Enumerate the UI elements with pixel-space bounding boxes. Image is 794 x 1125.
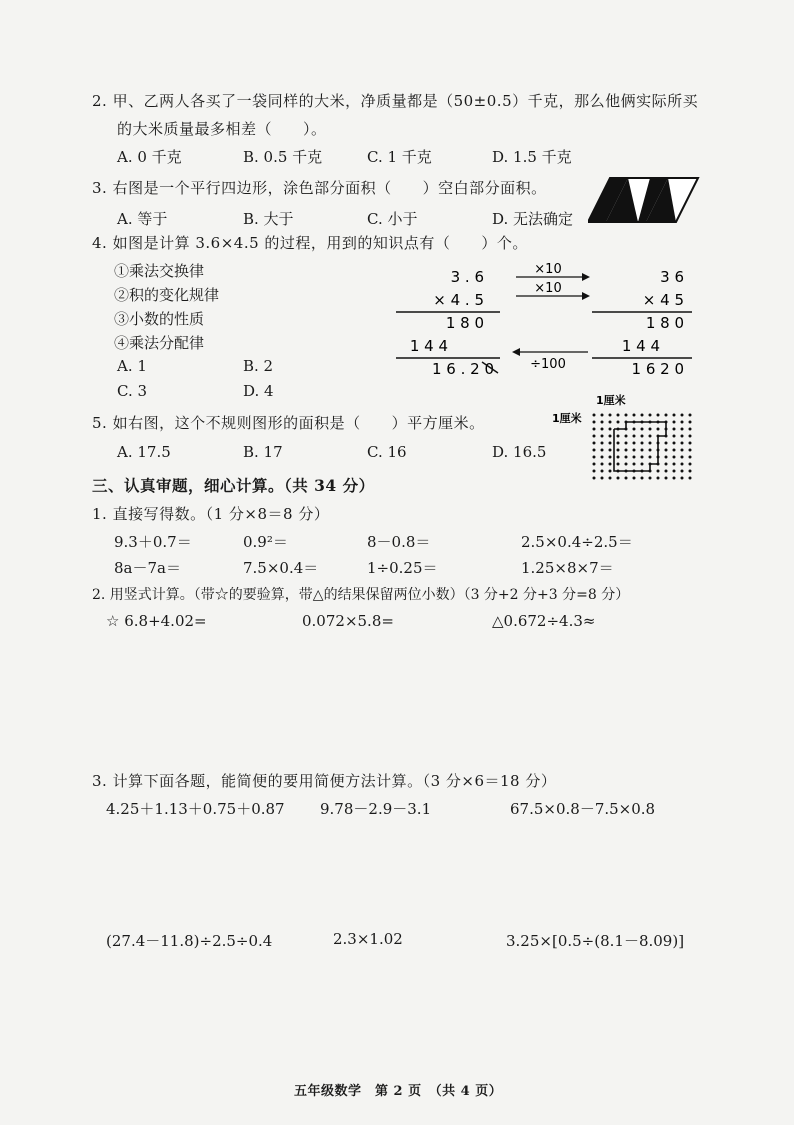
calc2-item-3: △0.672÷4.3≈	[492, 612, 596, 630]
grid-dot	[625, 435, 628, 438]
right-row-1: 3 6	[660, 268, 684, 286]
arrow1-label: ×10	[534, 262, 562, 277]
grid-dot	[625, 449, 628, 452]
grid-dot	[617, 449, 620, 452]
grid-label-left: 1厘米	[552, 412, 582, 425]
grid-dot	[673, 470, 676, 473]
grid-dot	[617, 477, 620, 480]
grid-dot	[617, 421, 620, 424]
grid-dot	[689, 421, 692, 424]
grid-dot	[689, 442, 692, 445]
right-row-2: × 4 5	[642, 291, 684, 309]
grid-dot	[617, 456, 620, 459]
grid-dot	[665, 463, 668, 466]
grid-dot	[689, 414, 692, 417]
grid-dot	[649, 449, 652, 452]
grid-dot	[633, 435, 636, 438]
grid-dot	[673, 428, 676, 431]
left-row-5: 1 6 . 2 0	[431, 360, 494, 374]
grid-dot	[593, 449, 596, 452]
calc1-item-7: 1÷0.25＝	[367, 559, 438, 577]
q4-number: 4.	[92, 234, 108, 252]
grid-dot	[673, 456, 676, 459]
grid-dot	[649, 456, 652, 459]
grid-dot	[673, 442, 676, 445]
grid-dot	[665, 477, 668, 480]
grid-dot	[601, 442, 604, 445]
grid-dot	[649, 442, 652, 445]
calc3-item-5: 2.3×1.02	[333, 930, 403, 948]
q3-text: 右图是一个平行四边形，涂色部分面积（ ）空白部分面积。	[112, 179, 547, 197]
right-row-5: 1 6 2 0	[631, 360, 684, 374]
calc1-item-3: 8－0.8＝	[367, 533, 431, 551]
grid-dot	[649, 428, 652, 431]
calc1-title: 1. 直接写得数。（1 分×8＝8 分）	[92, 505, 330, 523]
grid-dot	[609, 428, 612, 431]
q4-option-a: A. 1	[117, 357, 147, 375]
grid-dot	[649, 435, 652, 438]
grid-dot	[601, 421, 604, 424]
grid-dot	[641, 414, 644, 417]
q5-line	[92, 412, 485, 433]
grid-dot	[657, 414, 660, 417]
grid-dot	[681, 435, 684, 438]
q4-option-c: C. 3	[117, 382, 148, 400]
grid-dot	[617, 414, 620, 417]
calc3-item-3: 67.5×0.8－7.5×0.8	[510, 800, 656, 818]
right-row-3: 1 8 0	[645, 314, 684, 332]
grid-dot	[657, 428, 660, 431]
grid-dot	[641, 477, 644, 480]
right-row-4: 1 4 4	[621, 337, 660, 355]
grid-dot	[689, 456, 692, 459]
q2-option-a: A. 0 千克	[117, 148, 182, 166]
left-row-4: 1 4 4	[409, 337, 448, 355]
q5-option-d: D. 16.5	[492, 443, 547, 461]
q2-line1	[92, 90, 698, 111]
grid-dot	[633, 449, 636, 452]
q3-line	[92, 177, 547, 198]
q5-number: 5.	[92, 414, 108, 432]
grid-dot	[641, 456, 644, 459]
grid-dot	[681, 414, 684, 417]
calc1-item-5: 8a－7a＝	[114, 559, 181, 577]
grid-dot	[641, 442, 644, 445]
calc3-item-2: 9.78－2.9－3.1	[320, 800, 432, 818]
arrow3-head	[512, 348, 520, 356]
calc3-item-1: 4.25＋1.13＋0.75＋0.87	[106, 800, 285, 818]
section-3-title: 三、认真审题，细心计算。（共 34 分）	[92, 476, 375, 495]
grid-dot	[633, 477, 636, 480]
grid-dot	[681, 463, 684, 466]
arrow1-head	[582, 273, 590, 281]
grid-dot	[617, 442, 620, 445]
grid-dot	[665, 449, 668, 452]
grid-dot	[633, 463, 636, 466]
dot-grid-figure	[550, 392, 692, 496]
q4-knowledge-4: ④乘法分配律	[114, 334, 205, 352]
grid-dot	[609, 463, 612, 466]
grid-dot	[641, 435, 644, 438]
grid-dot	[633, 414, 636, 417]
q5-text: 如右图，这个不规则图形的面积是（ ）平方厘米。	[112, 414, 485, 432]
grid-dot	[665, 470, 668, 473]
q2-option-d: D. 1.5 千克	[492, 148, 572, 166]
q2-option-c: C. 1 千克	[367, 148, 432, 166]
q3-option-d: D. 无法确定	[492, 210, 574, 228]
grid-dot	[681, 449, 684, 452]
grid-dot	[593, 477, 596, 480]
grid-dot	[649, 477, 652, 480]
grid-dot	[673, 421, 676, 424]
grid-dot	[641, 449, 644, 452]
grid-dot	[601, 435, 604, 438]
grid-dot	[673, 463, 676, 466]
grid-dot	[633, 456, 636, 459]
grid-dot	[593, 421, 596, 424]
grid-label-top: 1厘米	[596, 394, 626, 407]
grid-dot	[593, 442, 596, 445]
q2-number: 2.	[92, 92, 108, 110]
q3-option-a: A. 等于	[117, 210, 168, 228]
grid-dot	[601, 463, 604, 466]
grid-dot	[593, 463, 596, 466]
grid-dot	[681, 421, 684, 424]
q4-option-b: B. 2	[243, 357, 274, 375]
q4-text: 如图是计算 3.6×4.5 的过程，用到的知识点有（ ）个。	[112, 234, 528, 252]
q3-option-c: C. 小于	[367, 210, 418, 228]
grid-dot	[593, 470, 596, 473]
grid-dot	[609, 477, 612, 480]
q2-text-line1: 甲、乙两人各买了一袋同样的大米，净质量都是（50±0.5）千克，那么他俩实际所买	[112, 92, 699, 110]
calc1-item-2: 0.9²＝	[243, 533, 288, 551]
arrow3-label: ÷100	[530, 357, 566, 372]
left-row-3: 1 8 0	[445, 314, 484, 332]
grid-dot	[681, 442, 684, 445]
grid-dot	[689, 470, 692, 473]
q5-option-b: B. 17	[243, 443, 283, 461]
dot-grid	[593, 414, 692, 480]
calc2-title: 2. 用竖式计算。（带☆的要验算，带△的结果保留两位小数）（3 分+2 分+3 分=8 分）	[92, 587, 630, 603]
grid-dot	[593, 428, 596, 431]
calc2-item-2: 0.072×5.8=	[302, 612, 394, 630]
grid-dot	[681, 470, 684, 473]
calc3-title: 3. 计算下面各题，能简便的要用简便方法计算。（3 分×6＝18 分）	[92, 772, 557, 790]
grid-dot	[601, 470, 604, 473]
grid-dot	[609, 421, 612, 424]
q2-option-b: B. 0.5 千克	[243, 148, 323, 166]
grid-dot	[601, 428, 604, 431]
grid-dot	[673, 435, 676, 438]
grid-dot	[649, 414, 652, 417]
grid-dot	[609, 456, 612, 459]
grid-dot	[657, 477, 660, 480]
grid-dot	[633, 428, 636, 431]
parallelogram-figure	[588, 176, 700, 224]
grid-dot	[681, 428, 684, 431]
grid-dot	[689, 449, 692, 452]
calc3-item-4: (27.4－11.8)÷2.5÷0.4	[106, 932, 273, 950]
q5-option-c: C. 16	[367, 443, 407, 461]
arrow2-head	[582, 292, 590, 300]
grid-dot	[609, 435, 612, 438]
grid-dot	[657, 470, 660, 473]
grid-dot	[609, 470, 612, 473]
q4-knowledge-3: ③小数的性质	[114, 310, 205, 328]
calc3-item-6: 3.25×[0.5÷(8.1－8.09)]	[506, 932, 685, 950]
grid-dot	[625, 463, 628, 466]
grid-dot	[609, 414, 612, 417]
q5-option-a: A. 17.5	[117, 443, 171, 461]
grid-dot	[681, 456, 684, 459]
multiplication-figure	[388, 262, 696, 374]
grid-dot	[617, 463, 620, 466]
grid-dot	[681, 477, 684, 480]
grid-dot	[689, 435, 692, 438]
q3-option-b: B. 大于	[243, 210, 294, 228]
grid-dot	[601, 414, 604, 417]
grid-dot	[665, 456, 668, 459]
left-row-2: × 4 . 5	[433, 291, 484, 309]
grid-dot	[593, 414, 596, 417]
grid-dot	[625, 477, 628, 480]
grid-dot	[617, 435, 620, 438]
grid-dot	[625, 442, 628, 445]
page-footer: 五年级数学 第 2 页 （共 4 页）	[294, 1084, 503, 1099]
grid-dot	[633, 442, 636, 445]
grid-dot	[609, 442, 612, 445]
calc1-item-8: 1.25×8×7＝	[521, 559, 614, 577]
calc1-item-4: 2.5×0.4÷2.5＝	[521, 533, 633, 551]
grid-dot	[601, 449, 604, 452]
q4-line	[92, 232, 528, 253]
grid-dot	[665, 414, 668, 417]
grid-dot	[665, 442, 668, 445]
grid-dot	[593, 435, 596, 438]
q3-number: 3.	[92, 179, 108, 197]
grid-dot	[641, 463, 644, 466]
arrow2-label: ×10	[534, 281, 562, 296]
q4-option-d: D. 4	[243, 382, 274, 400]
grid-dot	[609, 449, 612, 452]
grid-dot	[625, 456, 628, 459]
calc2-item-1: ☆ 6.8+4.02=	[106, 612, 207, 630]
grid-dot	[689, 463, 692, 466]
grid-dot	[673, 414, 676, 417]
grid-dot	[625, 414, 628, 417]
q4-knowledge-2: ②积的变化规律	[114, 286, 220, 304]
grid-dot	[673, 449, 676, 452]
grid-dot	[593, 456, 596, 459]
q2-text-line2: 的大米质量最多相差（ ）。	[117, 120, 327, 138]
grid-dot	[601, 456, 604, 459]
left-row-1: 3 . 6	[450, 268, 484, 286]
grid-dot	[641, 428, 644, 431]
grid-dot	[689, 428, 692, 431]
calc1-item-6: 7.5×0.4＝	[243, 559, 319, 577]
calc1-item-1: 9.3＋0.7＝	[114, 533, 192, 551]
grid-dot	[601, 477, 604, 480]
grid-dot	[673, 477, 676, 480]
q4-knowledge-1: ①乘法交换律	[114, 262, 205, 280]
grid-dot	[689, 477, 692, 480]
